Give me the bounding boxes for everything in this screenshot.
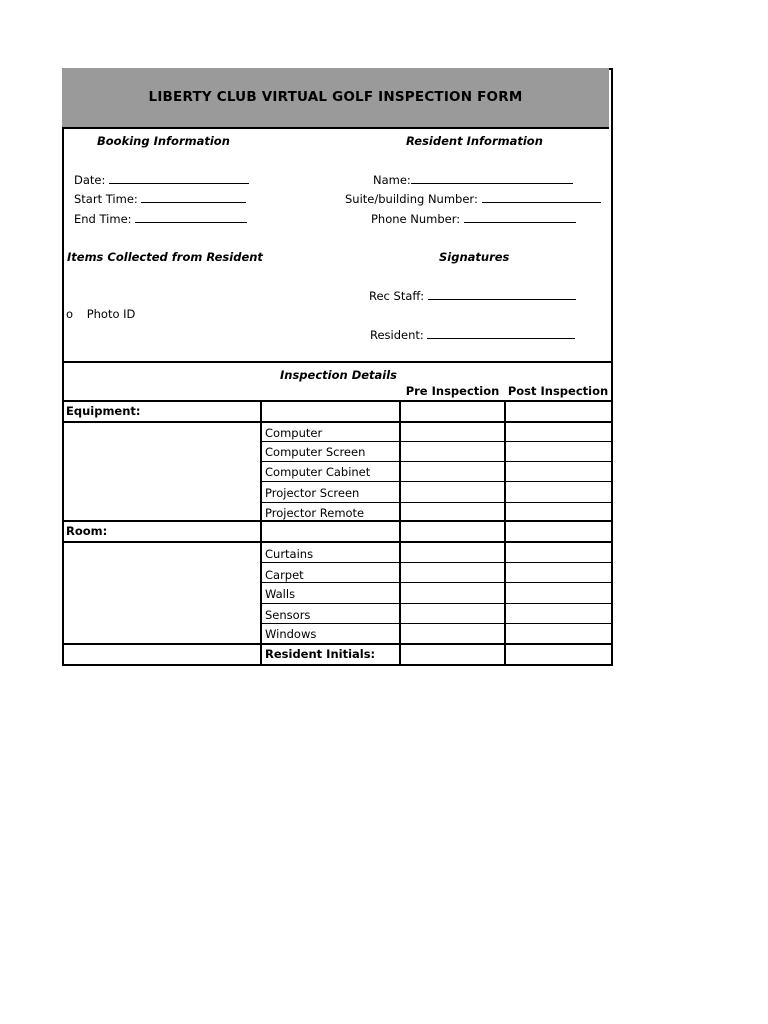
resident-sign-field[interactable] bbox=[370, 327, 575, 342]
table-rule bbox=[260, 623, 611, 624]
form-title-bar bbox=[62, 68, 609, 129]
resident-sign-blank bbox=[427, 327, 575, 339]
photo-id-label: Photo ID bbox=[86, 307, 136, 321]
form-title: LIBERTY CLUB VIRTUAL GOLF INSPECTION FORM bbox=[148, 89, 523, 105]
start-time-field[interactable] bbox=[74, 191, 246, 206]
table-rule bbox=[260, 502, 611, 503]
name-label: Name: bbox=[373, 173, 411, 187]
equipment-item: Projector Remote bbox=[265, 506, 365, 520]
table-rule bbox=[260, 481, 611, 482]
phone-blank bbox=[464, 211, 576, 223]
start-time-label: Start Time: bbox=[74, 192, 138, 206]
equipment-item: Computer bbox=[265, 426, 323, 440]
table-rule bbox=[62, 541, 611, 543]
table-rule bbox=[62, 520, 611, 522]
table-rule bbox=[62, 400, 611, 402]
resident-initials-label: Resident Initials: bbox=[265, 647, 376, 661]
inspection-heading: Inspection Details bbox=[280, 368, 398, 382]
rec-staff-field[interactable] bbox=[369, 288, 576, 303]
suite-field[interactable] bbox=[345, 191, 601, 206]
table-col-rule bbox=[399, 400, 401, 664]
equipment-item: Projector Screen bbox=[265, 486, 360, 500]
post-inspection-header: Post Inspection bbox=[507, 384, 609, 398]
equipment-item: Computer Cabinet bbox=[265, 465, 371, 479]
checkbox-bullet: o bbox=[66, 307, 74, 321]
equipment-label: Equipment: bbox=[66, 404, 141, 418]
pre-inspection-header: Pre Inspection bbox=[405, 384, 500, 398]
phone-label: Phone Number: bbox=[371, 212, 461, 226]
date-blank bbox=[109, 172, 249, 184]
table-rule bbox=[260, 603, 611, 604]
table-rule bbox=[260, 441, 611, 442]
end-time-label: End Time: bbox=[74, 212, 132, 226]
room-item: Walls bbox=[265, 587, 296, 601]
table-rule bbox=[260, 582, 611, 583]
items-heading: Items Collected from Resident bbox=[67, 250, 263, 264]
inspection-form bbox=[62, 68, 611, 664]
rec-staff-label: Rec Staff: bbox=[369, 289, 425, 303]
date-label: Date: bbox=[74, 173, 106, 187]
start-time-blank bbox=[141, 191, 246, 203]
resident-sign-label: Resident: bbox=[370, 328, 424, 342]
name-blank bbox=[411, 172, 573, 184]
suite-blank bbox=[482, 191, 601, 203]
section-divider bbox=[62, 361, 611, 363]
resident-heading: Resident Information bbox=[406, 134, 543, 148]
end-time-field[interactable] bbox=[74, 211, 247, 226]
table-col-rule bbox=[260, 400, 262, 664]
room-item: Sensors bbox=[265, 608, 311, 622]
table-rule bbox=[260, 461, 611, 462]
suite-label: Suite/building Number: bbox=[345, 192, 478, 206]
equipment-item: Computer Screen bbox=[265, 445, 366, 459]
name-field[interactable] bbox=[373, 172, 573, 187]
form-border bbox=[62, 68, 613, 666]
room-item: Windows bbox=[265, 627, 317, 641]
booking-heading: Booking Information bbox=[97, 134, 230, 148]
table-rule bbox=[260, 562, 611, 563]
photo-id-item[interactable] bbox=[66, 307, 135, 321]
date-field[interactable] bbox=[74, 172, 249, 187]
room-item: Curtains bbox=[265, 547, 314, 561]
table-col-rule bbox=[504, 400, 506, 664]
room-label: Room: bbox=[66, 524, 108, 538]
phone-field[interactable] bbox=[371, 211, 576, 226]
signatures-heading: Signatures bbox=[439, 250, 510, 264]
table-rule bbox=[62, 421, 611, 423]
end-time-blank bbox=[135, 211, 247, 223]
rec-staff-blank bbox=[428, 288, 576, 300]
table-rule bbox=[62, 643, 611, 645]
room-item: Carpet bbox=[265, 568, 304, 582]
